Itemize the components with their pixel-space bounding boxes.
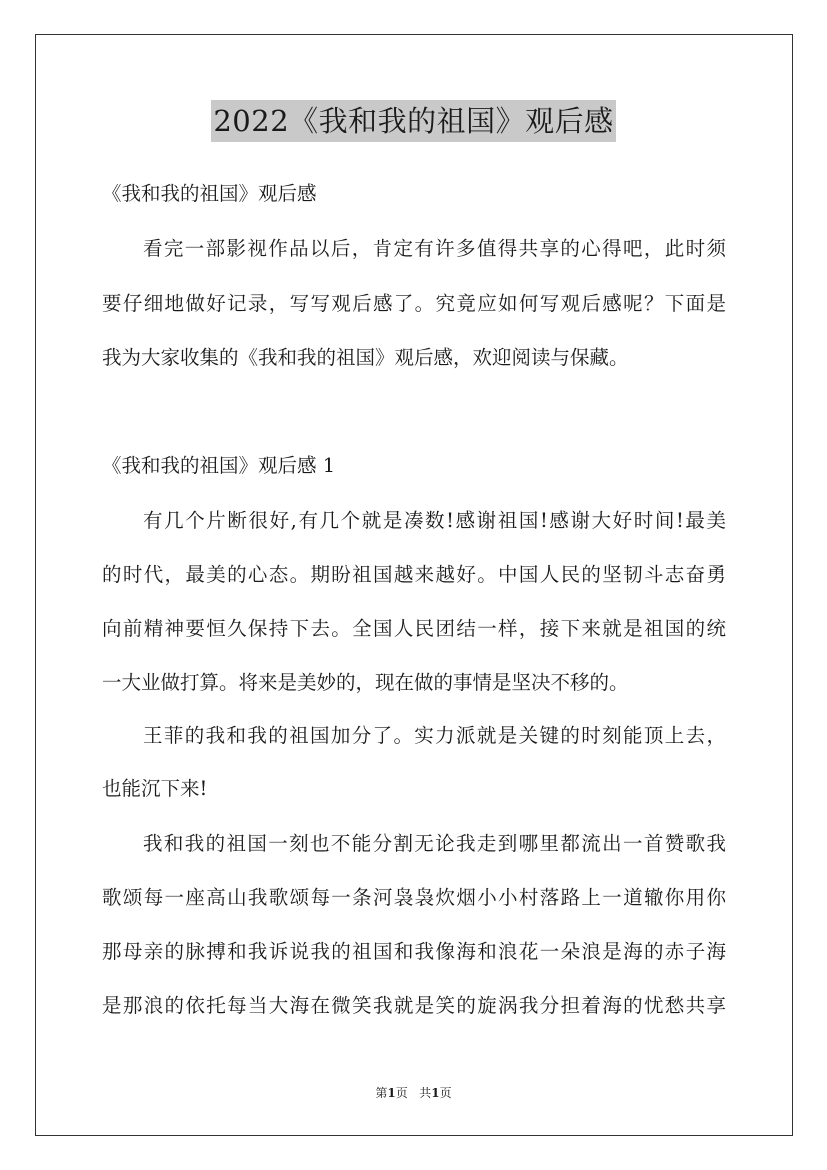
paragraph-line: 一大业做打算。将来是美妙的，现在做的事情是坚决不移的。 (102, 671, 629, 694)
footer-total-pages: 1 (431, 1086, 440, 1100)
footer-page-number: 1 (387, 1086, 396, 1100)
intro-line: 看完一部影视作品以后，肯定有许多值得共享的心得吧，此时须 (143, 237, 726, 260)
footer-prefix: 第 (375, 1086, 388, 1100)
paragraph-line: 歌颂每一座高山我歌颂每一条河袅袅炊烟小小村落路上一道辙你用你 (102, 886, 726, 909)
paragraph-line: 王菲的我和我的祖国加分了。实力派就是关键的时刻能顶上去， (143, 724, 726, 747)
page-footer (0, 1085, 827, 1101)
paragraph-line: 也能沉下来! (102, 777, 208, 800)
paragraph-line: 向前精神要恒久保持下去。全国人民团结一样，接下来就是祖国的统 (102, 617, 726, 640)
footer-suffix: 页 (439, 1086, 452, 1100)
section-heading: 《我和我的祖国》观后感 1 (102, 454, 336, 477)
document-title (0, 100, 827, 142)
paragraph-line: 的时代，最美的心态。期盼祖国越来越好。中国人民的坚韧斗志奋勇 (102, 563, 726, 586)
footer-mid: 页 共 (395, 1086, 432, 1100)
paragraph-line: 有几个片断很好,有几个就是凑数!感谢祖国!感谢大好时间!最美 (143, 509, 726, 532)
document-title-text: 2022《我和我的祖国》观后感 (211, 100, 615, 142)
intro-line: 要仔细地做好记录，写写观后感了。究竟应如何写观后感呢？下面是 (102, 292, 726, 315)
paragraph-line: 我和我的祖国一刻也不能分割无论我走到哪里都流出一首赞歌我 (143, 832, 726, 855)
subtitle: 《我和我的祖国》观后感 (102, 182, 317, 205)
intro-line: 我为大家收集的《我和我的祖国》观后感，欢迎阅读与保藏。 (102, 346, 629, 369)
paragraph-line: 是那浪的依托每当大海在微笑我就是笑的旋涡我分担着海的忧愁共享 (102, 994, 726, 1017)
paragraph-line: 那母亲的脉搏和我诉说我的祖国和我像海和浪花一朵浪是海的赤子海 (102, 940, 726, 963)
